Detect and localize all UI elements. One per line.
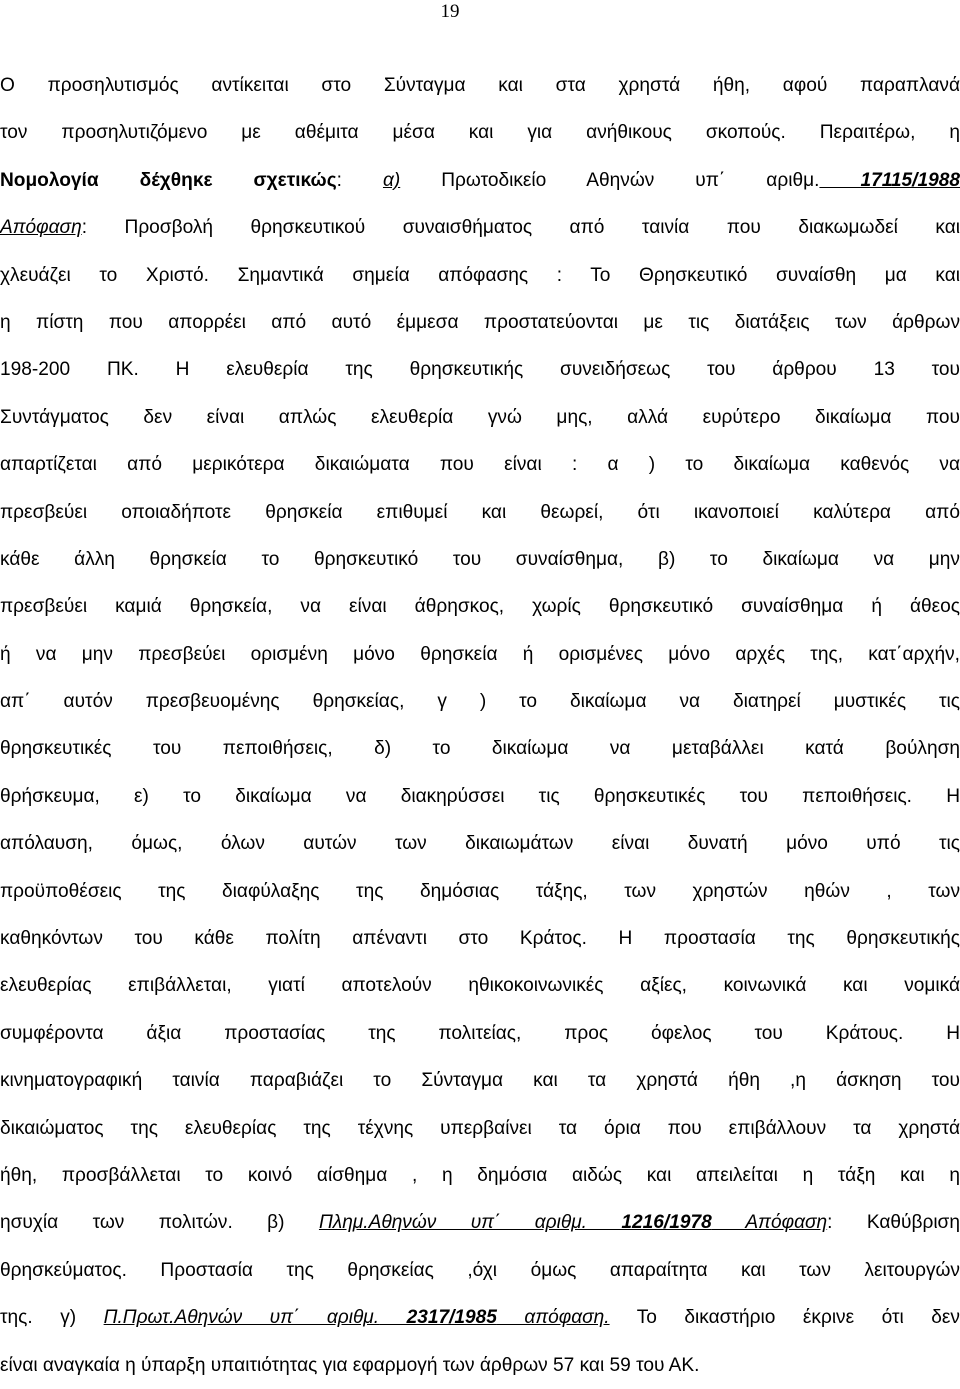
text-run: θρήσκευμα, ε) το δικαίωμα να διακηρύσσει τις θρησκευτικές του πεποιθήσεις. Η — [0, 785, 960, 807]
text-line — [0, 1342, 960, 1389]
text-run: Ο προσηλυτισμός αντίκειται στο Σύνταγμα και στα χρηστά ήθη, αφού παραπλανά — [0, 75, 960, 96]
text-run: θρησκεύματος. Προστασία της θρησκείας ,όχι όμως απαραίτητα και των λειτουργών — [0, 1259, 960, 1281]
text-line — [0, 299, 960, 346]
text-line — [0, 962, 960, 1009]
text-line — [0, 678, 960, 725]
text-run: κινηματογραφική ταινία παραβιάζει το Σύνταγμα και τα χρηστά ήθη ,η άσκηση του — [0, 1070, 960, 1092]
text-run: Απόφαση — [711, 1212, 828, 1234]
text-run: πρεσβεύει καμιά θρησκεία, να είναι άθρησκος, χωρίς θρησκευτικό συναίσθημα ή άθεος — [0, 596, 960, 618]
text-line — [0, 157, 960, 204]
text-line — [0, 394, 960, 441]
text-run: 2317/1985 — [379, 1307, 497, 1329]
text-run: ησυχία των πολιτών. β) — [0, 1212, 319, 1234]
text-run: χλευάζει το Χριστό. Σημαντικά σημεία απόφασης : Το Θρησκευτικό συναίσθη μα και — [0, 264, 960, 286]
text-run: απ΄ αυτόν πρεσβευομένης θρησκείας, γ ) το δικαίωμα να διατηρεί μυστικές τις — [0, 691, 960, 713]
text-line — [0, 1247, 960, 1294]
text-line — [0, 1294, 960, 1341]
text-run: : Καθύβριση — [827, 1212, 960, 1234]
text-run: τον προσηλυτιζόμενο με αθέμιτα μέσα και για ανήθικους σκοπούς. Περαιτέρω, η — [0, 122, 960, 144]
text-line — [0, 1057, 960, 1104]
text-line — [0, 536, 960, 583]
text-line — [0, 62, 960, 109]
text-run: Πρωτοδικείο Αθηνών υπ΄ αριθμ. — [400, 169, 820, 191]
text-run: προϋποθέσεις της διαφύλαξης της δημόσιας τάξης, των χρηστών ηθών , των — [0, 880, 960, 902]
text-line — [0, 346, 960, 393]
text-line — [0, 441, 960, 488]
text-line — [0, 1010, 960, 1057]
text-run: 198-200 ΠΚ. Η ελευθερία της θρησκευτικής συνειδήσεως του άρθρου 13 του — [0, 359, 960, 381]
text-run: Συντάγματος δεν είναι απλώς ελευθερία γνώ μης, αλλά ευρύτερο δικαίωμα που — [0, 406, 960, 428]
text-run: : — [336, 169, 383, 191]
text-line — [0, 1105, 960, 1152]
text-run: Το δικαστήριο έκρινε ότι δεν — [609, 1307, 960, 1329]
text-line — [0, 915, 960, 962]
text-line — [0, 1152, 960, 1199]
text-run: της. γ) — [0, 1307, 104, 1329]
text-run: α) — [382, 169, 401, 191]
text-run: κάθε άλλη θρησκεία το θρησκευτικό του συναίσθημα, β) το δικαίωμα να μην — [0, 548, 960, 570]
text-run: Π.Πρωτ.Αθηνών υπ΄ αριθμ. — [103, 1307, 380, 1329]
text-run: Νομολογία δέχθηκε σχετικώς — [0, 169, 337, 191]
text-line — [0, 109, 960, 156]
text-run: πρεσβεύει οποιαδήποτε θρησκεία επιθυμεί και θεωρεί, ότι ικανοποιεί καλύτερα από — [0, 501, 960, 523]
text-line — [0, 1199, 960, 1246]
text-line — [0, 489, 960, 536]
text-run: καθηκόντων του κάθε πολίτη απέναντι στο Κράτος. Η προστασία της θρησκευτικής — [0, 928, 960, 950]
text-line — [0, 583, 960, 630]
text-run: : Προσβολή θρησκευτικού συναισθήματος από ταινία που διακωμωδεί και — [81, 217, 960, 239]
text-run: απόφαση. — [496, 1307, 610, 1329]
text-run: η πίστη που απορρέει από αυτό έμμεσα προστατεύονται με τις διατάξεις των άρθρων — [0, 311, 960, 333]
text-run: Απόφαση — [0, 217, 82, 239]
text-run: θρησκευτικές του πεποιθήσεις, δ) το δικαίωμα να μεταβάλλει κατά βούληση — [0, 738, 960, 760]
text-run: απαρτίζεται από μερικότερα δικαιώματα που είναι : α ) το δικαίωμα καθενός να — [0, 454, 960, 476]
text-line — [0, 868, 960, 915]
text-line — [0, 725, 960, 772]
text-run: Πλημ.Αθηνών υπ΄ αριθμ. — [318, 1212, 587, 1234]
text-run: είναι αναγκαία η ύπαρξη υπαιτιότητας για εφαρμογή των άρθρων 57 και 59 του ΑΚ. — [0, 1354, 700, 1376]
text-run: ή να μην πρεσβεύει ορισμένη μόνο θρησκεία ή ορισμένες μόνο αρχές της, κατ΄αρχήν, — [0, 643, 960, 665]
text-run: ελευθερίας επιβάλλεται, γιατί αποτελούν ηθικοκοινωνικές αξίες, κοινωνικά και νομικά — [0, 975, 960, 997]
page-number: 19 — [440, 1, 460, 22]
text-run: συμφέροντα άξια προστασίας της πολιτείας, προς όφελος του Κράτους. Η — [0, 1022, 960, 1044]
text-line — [0, 820, 960, 867]
text-line — [0, 252, 960, 299]
text-line — [0, 204, 960, 251]
text-run: ήθη, προσβάλλεται το κοινό αίσθημα , η δημόσια αιδώς και απειλείται η τάξη και η — [0, 1164, 960, 1186]
text-line — [0, 773, 960, 820]
text-run: δικαιώματος της ελευθερίας της τέχνης υπερβαίνει τα όρια που επιβάλλουν τα χρηστά — [0, 1117, 960, 1139]
text-run: 1216/1978 — [587, 1212, 712, 1234]
text-line — [0, 631, 960, 678]
text-run: 17115/1988 — [819, 169, 960, 191]
body-text — [0, 62, 960, 1389]
text-run: απόλαυση, όμως, όλων αυτών των δικαιωμάτων είναι δυνατή μόνο υπό τις — [0, 833, 960, 855]
